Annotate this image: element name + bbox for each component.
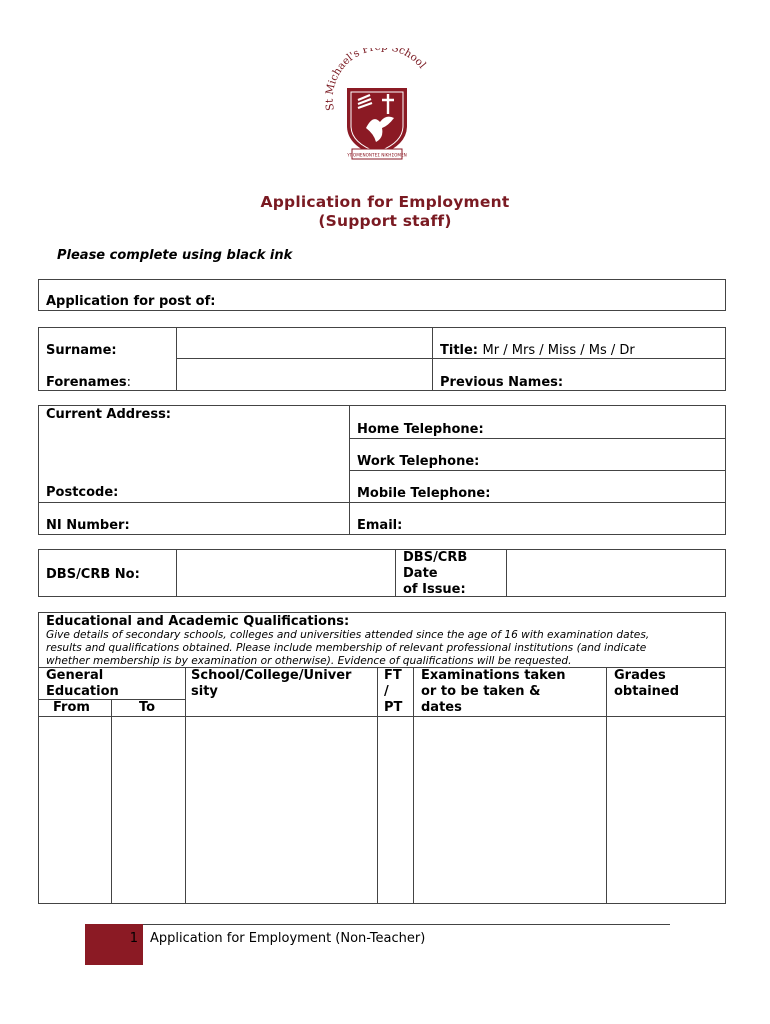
- ft-pt-field[interactable]: [378, 717, 412, 902]
- email-label: Email:: [357, 518, 403, 533]
- grades-field[interactable]: [607, 717, 724, 902]
- previous-names-label: Previous Names:: [440, 375, 564, 390]
- forenames-field[interactable]: [177, 359, 431, 389]
- mobile-telephone-label: Mobile Telephone:: [357, 486, 491, 501]
- education-section: [38, 612, 726, 904]
- current-address-label: Current Address:: [46, 407, 172, 422]
- surname-label: Surname:: [46, 343, 117, 358]
- col-general-education: General Education: [46, 668, 119, 699]
- school-name-text: St Michael's P School: [323, 48, 429, 112]
- page-subtitle: (Support staff): [318, 212, 452, 230]
- dbs-section: [38, 549, 726, 597]
- post-box[interactable]: [38, 279, 726, 311]
- col-from: From: [53, 700, 90, 715]
- surname-field[interactable]: [177, 329, 431, 357]
- instruction-text: Please complete using black ink: [57, 248, 293, 263]
- col-school: School/College/Univer sity: [191, 668, 352, 699]
- to-field[interactable]: [112, 717, 184, 902]
- title-options: Mr / Mrs / Miss / Ms / Dr: [482, 343, 635, 358]
- dbs-number-field[interactable]: [177, 551, 394, 595]
- col-ft-pt: FT / PT: [384, 668, 403, 715]
- motto-text: ΥΠΟΜΕΝΟΝΤΕΣ ΝΙΚΗΣΟΜΕΝ: [347, 152, 407, 158]
- col-to: To: [139, 700, 156, 715]
- contact-section: [38, 405, 726, 535]
- dbs-date-field[interactable]: [507, 551, 724, 595]
- footer-divider: [143, 924, 670, 925]
- school-logo: [318, 48, 440, 170]
- school-field[interactable]: [186, 717, 376, 902]
- ni-number-label: NI Number:: [46, 518, 130, 533]
- page-title: Application for Employment: [260, 193, 510, 211]
- dbs-date-label: DBS/CRB Date of Issue:: [403, 550, 468, 597]
- personal-section: [38, 327, 726, 391]
- examinations-field[interactable]: [414, 717, 605, 902]
- work-telephone-label: Work Telephone:: [357, 454, 480, 469]
- education-description: Give details of secondary schools, colleges and universities attended since the age of 16 with examination dates, results and qualifications obtained. Please include membership of relevant professional institutions (and indicate whether membership is by examination or otherwise). Evidence of qualifications will be requested.: [46, 629, 650, 667]
- home-telephone-label: Home Telephone:: [357, 422, 484, 437]
- forenames-label: Forenames:: [46, 375, 132, 390]
- from-field[interactable]: [40, 717, 110, 902]
- title-label: Title: Mr / Mrs / Miss / Ms / Dr: [440, 343, 635, 358]
- col-grades: Grades obtained: [614, 668, 680, 699]
- post-label: Application for post of:: [46, 294, 216, 309]
- page-number: 1: [129, 931, 138, 946]
- dbs-number-label: DBS/CRB No:: [46, 567, 140, 582]
- col-examinations: Examinations taken or to be taken & dates: [421, 668, 566, 715]
- education-title: Educational and Academic Qualifications:: [46, 614, 350, 629]
- footer-text: Application for Employment (Non-Teacher): [150, 931, 426, 946]
- postcode-label: Postcode:: [46, 485, 119, 500]
